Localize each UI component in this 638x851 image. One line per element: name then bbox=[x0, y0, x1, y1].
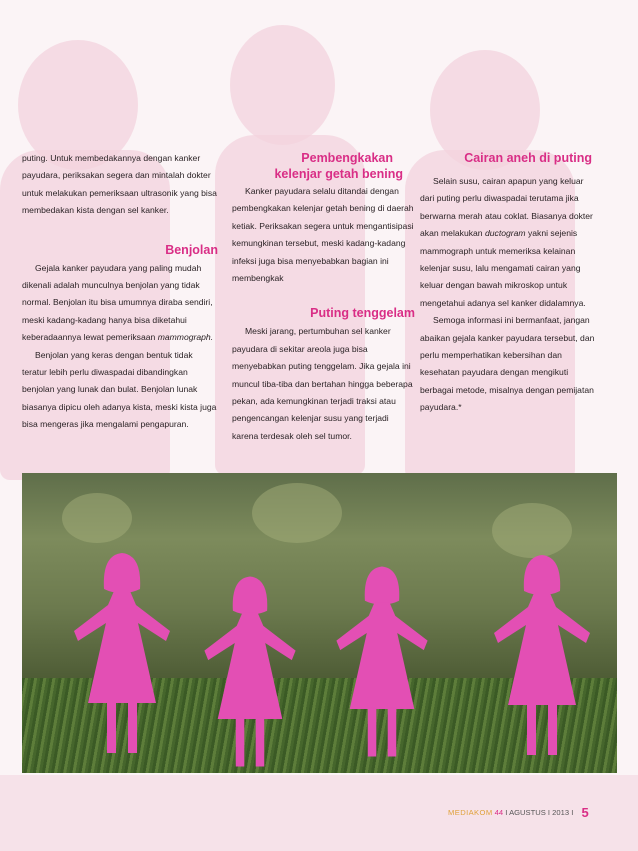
footer-separator: I bbox=[505, 808, 508, 817]
page-footer bbox=[448, 805, 589, 820]
footer-month: AGUSTUS bbox=[509, 808, 546, 817]
footer-year: 2013 bbox=[552, 808, 570, 817]
paragraph-closing: Semoga informasi ini bermanfaat, jangan abaikan gejala kanker payudara tersebut, dan perlu memperhatikan kebersihan dan kesehatan payudara dengan mengikuti berbagai metode, misalnya dengan pemijatan payudara.* bbox=[420, 315, 595, 413]
pink-figure-3 bbox=[336, 567, 427, 757]
footer-separator: I bbox=[547, 808, 551, 817]
heading-benjolan: Benjolan bbox=[165, 242, 218, 257]
heading-cairan: Cairan aneh di puting bbox=[464, 151, 592, 165]
footer-brand: MEDIAKOM bbox=[448, 808, 493, 817]
heading-kelenjar-line-1: Pembengkakan bbox=[301, 151, 393, 165]
paragraph-kelenjar: Kanker payudara selalu ditandai dengan pembengkakan kelenjar getah bening di daerah ketiak. Periksakan segera untuk mengantisipasi kemungkinan tersebut, meski kadang-kadang infeksi juga bisa menyebabkan bagian ini membengkak bbox=[232, 186, 414, 284]
pink-figure-1 bbox=[74, 553, 170, 753]
heading-puting-tenggelam: Puting tenggelam bbox=[310, 306, 415, 321]
paragraph-benjolan-1: Gejala kanker payudara yang paling mudah dikenali adalah munculnya benjolan yang tidak normal. Benjolan itu bisa umumnya diraba sendiri, meski kadang-kadang hanya bisa diketahui keberadaannya lewat pemeriksaan mammograph. bbox=[22, 262, 214, 343]
pink-figures-photo bbox=[22, 473, 617, 773]
pink-figure-2 bbox=[204, 577, 295, 767]
pink-figure-4 bbox=[494, 555, 590, 755]
article-column-2 bbox=[232, 150, 415, 445]
figure-silhouettes bbox=[22, 473, 617, 773]
heading-kelenjar-line-2: kelenjar getah bening bbox=[274, 167, 403, 181]
paragraph-cairan: Selain susu, cairan apapun yang keluar dari puting perlu diwaspadai terutama jika berwarna merah atau coklat. Biasanya dokter akan melakukan ductogram yakni sejenis mammograph untuk memeriksa kelainan kelenjar susu, lalu mengamati cairan yang keluar dengan bawah mikroskop untuk mengetahui adanya sel kanker didalamnya. bbox=[420, 176, 593, 308]
article-column-3 bbox=[420, 150, 596, 417]
footer-issue: 44 bbox=[494, 808, 504, 817]
article-column-1 bbox=[22, 150, 218, 434]
paragraph-benjolan-2: Benjolan yang keras dengan bentuk tidak teratur lebih perlu diwaspadai dibandingkan benjolan yang lunak dan bulat. Benjolan lunak biasanya dipicu oleh adanya kista, meski kista juga bisa mengeras jika mengalami pengapuran. bbox=[22, 349, 217, 430]
paragraph-puting-tenggelam: Meski jarang, pertumbuhan sel kanker payudara di sekitar areola juga bisa menyebabkan puting tenggelam. Jika gejala ini muncul tiba-tiba dan bertahan hingga beberapa pekan, ada kemungkinan terjadi traksi atau pengencangan kelenjar susu yang terjadi karena terdesak oleh sel tumor. bbox=[232, 326, 413, 441]
intro-paragraph: puting. Untuk membedakannya dengan kanker payudara, periksakan segera dan mintalah dokter untuk melakukan pemeriksaan ultrasonik yang bisa membedakan kista dengan sel kanker. bbox=[22, 153, 217, 216]
footer-separator: I bbox=[571, 808, 574, 817]
page-number: 5 bbox=[581, 805, 589, 820]
